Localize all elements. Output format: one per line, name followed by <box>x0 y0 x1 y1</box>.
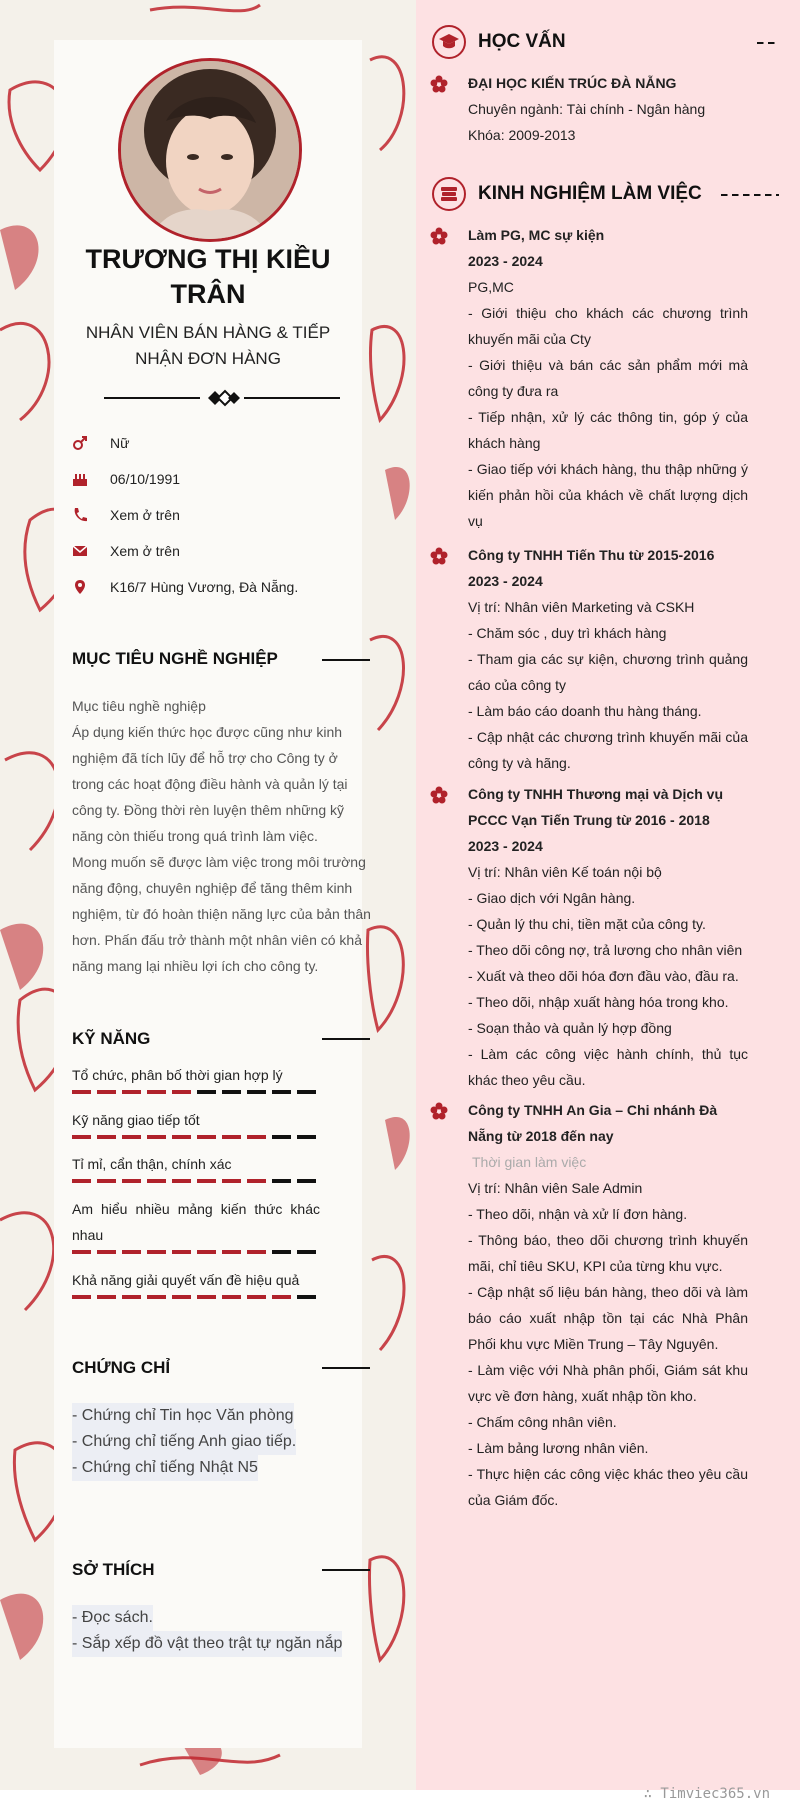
skill-segment-filled <box>172 1179 191 1183</box>
skill-segment-filled <box>222 1135 241 1139</box>
skill-segment-filled <box>147 1090 166 1094</box>
company-name: Công ty TNHH Tiến Thu từ 2015-2016 <box>468 547 715 563</box>
candidate-name: TRƯƠNG THỊ KIỀU TRÂN <box>85 244 331 309</box>
skill-segment-filled <box>147 1250 166 1254</box>
work-period: 2023 - 2024 <box>468 573 543 589</box>
skill-segment-filled <box>197 1179 216 1183</box>
skills-heading-rule <box>322 1038 370 1040</box>
skill-label: Tỉ mỉ, cẩn thận, chính xác <box>72 1156 232 1172</box>
experience-line: - Soạn thảo và quản lý hợp đồng <box>468 1020 672 1036</box>
contact-address <box>72 576 298 598</box>
experience-line: - Làm báo cáo doanh thu hàng tháng. <box>468 703 702 719</box>
experience-heading-rule <box>721 194 779 196</box>
skill-segment-filled <box>247 1295 266 1299</box>
skill-segment-filled <box>97 1179 116 1183</box>
skill-segment-filled <box>72 1179 91 1183</box>
objective-line: Mục tiêu nghề nghiệp <box>72 698 206 714</box>
skill-segment-filled <box>172 1135 191 1139</box>
certificate-item: - Chứng chỉ tiếng Anh giao tiếp. <box>72 1429 296 1455</box>
company-name: Công ty TNHH Thương mại và Dịch vụ PCCC Vạn Tiến Trung từ 2016 - 2018 <box>468 786 723 828</box>
job-title: NHÂN VIÊN BÁN HÀNG & TIẾP NHẬN ĐƠN HÀNG <box>85 323 331 368</box>
experience-entry <box>468 781 748 1093</box>
experience-line: - Làm bảng lương nhân viên. <box>468 1440 649 1456</box>
diamond-ornament-icon <box>204 389 240 407</box>
skill-segment-empty <box>272 1250 291 1254</box>
hobbies-list <box>72 1605 342 1657</box>
experience-line: - Theo dõi công nợ, trả lương cho nhân viên <box>468 942 743 958</box>
experience-entry <box>468 222 748 534</box>
hobby-item: - Sắp xếp đồ vật theo trật tự ngăn nắp <box>72 1631 342 1657</box>
phone-icon <box>72 507 88 523</box>
objective-text <box>72 693 372 979</box>
skills-heading: KỸ NĂNG <box>72 1029 151 1048</box>
email-value: Xem ở trên <box>110 543 180 559</box>
skill-segment-filled <box>72 1250 91 1254</box>
skill-segment-filled <box>222 1179 241 1183</box>
skill-segment-filled <box>197 1135 216 1139</box>
work-period: 2023 - 2024 <box>468 838 543 854</box>
divider-line-left <box>104 397 200 399</box>
work-period: Thời gian làm việc <box>472 1154 587 1170</box>
skill-label: Khả năng giải quyết vấn đề hiệu quả <box>72 1272 300 1288</box>
flower-bullet-icon <box>430 75 448 93</box>
skill-segment-filled <box>147 1135 166 1139</box>
skill-segment-filled <box>122 1090 141 1094</box>
school-name: ĐẠI HỌC KIẾN TRÚC ĐÀ NẴNG <box>468 75 677 91</box>
skill-segment-filled <box>97 1295 116 1299</box>
phone-value: Xem ở trên <box>110 507 180 523</box>
objective-line: Áp dụng kiến thức học được cũng như kinh nghiệm đã tích lũy để hỗ trợ cho Công ty ở trong các hoạt động điều hành và quản lý tại công ty. Đồng thời rèn luyện thêm những kỹ năng còn thiếu trong quá trình làm việc. <box>72 724 348 844</box>
work-period: 2023 - 2024 <box>468 253 543 269</box>
experience-heading-text: KINH NGHIỆM LÀM VIỆC <box>478 183 702 204</box>
name-divider <box>104 389 340 407</box>
skill-segment-filled <box>247 1135 266 1139</box>
skill-segment-filled <box>72 1090 91 1094</box>
experience-line: - Tiếp nhận, xử lý các thông tin, góp ý của khách hàng <box>468 409 748 451</box>
gender-icon <box>72 435 88 451</box>
skill-segment-empty <box>297 1250 316 1254</box>
skill-segment-filled <box>222 1250 241 1254</box>
skill-segment-filled <box>272 1295 291 1299</box>
skill-item <box>72 1196 320 1254</box>
skill-segment-filled <box>172 1090 191 1094</box>
skill-segment-filled <box>97 1250 116 1254</box>
experience-line: PG,MC <box>468 279 514 295</box>
skill-level-bar <box>72 1135 320 1139</box>
skill-segment-empty <box>272 1179 291 1183</box>
watermark: ∴ Timviec365.vn <box>643 1786 770 1802</box>
skill-segment-filled <box>97 1135 116 1139</box>
skill-label: Am hiểu nhiều mảng kiến thức khác nhau <box>72 1201 320 1243</box>
skill-item <box>72 1107 320 1139</box>
education-term: Khóa: 2009-2013 <box>468 127 576 143</box>
skill-segment-empty <box>272 1090 291 1094</box>
skill-segment-filled <box>72 1295 91 1299</box>
skill-segment-filled <box>147 1179 166 1183</box>
skill-segment-empty <box>272 1135 291 1139</box>
skill-segment-filled <box>197 1250 216 1254</box>
address-value: K16/7 Hùng Vương, Đà Nẵng. <box>110 579 299 595</box>
contact-gender <box>72 432 129 454</box>
skill-segment-empty <box>297 1135 316 1139</box>
contact-phone <box>72 504 180 526</box>
experience-line: - Làm các công việc hành chính, thủ tục khác theo yêu cầu. <box>468 1046 748 1088</box>
skill-level-bar <box>72 1295 320 1299</box>
skill-label: Kỹ năng giao tiếp tốt <box>72 1112 200 1128</box>
certificate-item: - Chứng chỉ Tin học Văn phòng <box>72 1403 294 1429</box>
experience-line: - Theo dõi, nhập xuất hàng hóa trong kho. <box>468 994 729 1010</box>
skill-segment-filled <box>197 1295 216 1299</box>
hobbies-heading-rule <box>322 1569 370 1571</box>
experience-line: - Chăm sóc , duy trì khách hàng <box>468 625 667 641</box>
skill-level-bar <box>72 1250 320 1254</box>
divider-line-right <box>244 397 340 399</box>
skill-segment-filled <box>122 1179 141 1183</box>
flower-bullet-icon <box>430 1102 448 1120</box>
portrait-photo <box>121 61 299 239</box>
experience-line: - Theo dõi, nhận và xử lí đơn hàng. <box>468 1206 688 1222</box>
education-entry <box>468 70 748 148</box>
objective-line: Mong muốn sẽ được làm việc trong môi trường năng động, chuyên nghiệp để tăng thêm kinh nghiệm, từ đó hoàn thiện năng lực của bản thân hơn. Phấn đấu trở thành một nhân viên có khả năng mang lại nhiều lợi ích cho công ty. <box>72 854 371 974</box>
experience-heading <box>432 176 702 212</box>
flower-bullet-icon <box>430 786 448 804</box>
map-marker-icon <box>72 579 88 595</box>
book-stack-icon <box>432 177 466 211</box>
skill-segment-empty <box>297 1090 316 1094</box>
contact-birthday <box>72 468 180 490</box>
skill-segment-filled <box>72 1135 91 1139</box>
experience-line: Vị trí: Nhân viên Marketing và CSKH <box>468 599 695 615</box>
birthday-value: 06/10/1991 <box>110 471 181 487</box>
skill-segment-filled <box>247 1179 266 1183</box>
company-name: Công ty TNHH An Gia – Chi nhánh Đà Nẵng từ 2018 đến nay <box>468 1102 718 1144</box>
skill-segment-filled <box>147 1295 166 1299</box>
education-heading-rule <box>757 42 779 44</box>
certificates-heading: CHỨNG CHỈ <box>72 1358 171 1377</box>
experience-entry <box>468 542 748 776</box>
skill-segment-empty <box>247 1090 266 1094</box>
objective-heading: MỤC TIÊU NGHỀ NGHIỆP <box>72 649 278 668</box>
envelope-icon <box>72 543 88 559</box>
flower-bullet-icon <box>430 227 448 245</box>
certificates-heading-rule <box>322 1367 370 1369</box>
flower-bullet-icon <box>430 547 448 565</box>
experience-line: Vị trí: Nhân viên Sale Admin <box>468 1180 643 1196</box>
skill-segment-filled <box>122 1135 141 1139</box>
skill-segment-filled <box>97 1090 116 1094</box>
education-major: Chuyên ngành: Tài chính - Ngân hàng <box>468 101 706 117</box>
watermark-text: Timviec365.vn <box>660 1786 770 1802</box>
hobbies-heading: SỞ THÍCH <box>72 1560 155 1579</box>
skill-level-bar <box>72 1179 320 1183</box>
skill-segment-filled <box>247 1250 266 1254</box>
skill-level-bar <box>72 1090 320 1094</box>
company-name: Làm PG, MC sự kiện <box>468 227 605 243</box>
gender-value: Nữ <box>110 435 130 451</box>
experience-line: - Thông báo, theo dõi chương trình khuyến mãi, chỉ tiêu SKU, KPI của từng khu vực. <box>468 1232 748 1274</box>
education-heading <box>432 24 566 60</box>
experience-line: - Quản lý thu chi, tiền mặt của công ty. <box>468 916 706 932</box>
experience-line: - Giao tiếp với khách hàng, thu thập những ý kiến phản hồi của khách về chất lượng dịch vụ <box>468 461 748 529</box>
experience-line: - Giới thiệu cho khách các chương trình khuyến mãi của Cty <box>468 305 748 347</box>
experience-entry <box>468 1097 748 1513</box>
hobby-item: - Đọc sách. <box>72 1605 153 1631</box>
skill-item <box>72 1151 320 1183</box>
experience-line: - Xuất và theo dõi hóa đơn đầu vào, đầu ra. <box>468 968 739 984</box>
experience-line: - Cập nhật số liệu bán hàng, theo dõi và làm báo cáo xuất nhập tồn tại các Nhà Phân Phối khu vực Miền Trung – Tây Nguyên. <box>468 1284 748 1352</box>
objective-heading-rule <box>322 659 370 661</box>
experience-line: - Cập nhật các chương trình khuyến mãi của công ty và hãng. <box>468 729 748 771</box>
experience-line: - Chấm công nhân viên. <box>468 1414 617 1430</box>
skill-segment-filled <box>122 1295 141 1299</box>
skill-item <box>72 1267 320 1299</box>
avatar <box>118 58 302 242</box>
certificate-item: - Chứng chỉ tiếng Nhật N5 <box>72 1455 258 1481</box>
skill-item <box>72 1062 320 1094</box>
skill-segment-filled <box>172 1250 191 1254</box>
graduation-cap-icon <box>432 25 466 59</box>
skill-segment-empty <box>222 1090 241 1094</box>
skill-segment-empty <box>297 1179 316 1183</box>
contact-email <box>72 540 180 562</box>
experience-line: - Tham gia các sự kiện, chương trình quảng cáo của công ty <box>468 651 748 693</box>
skill-label: Tổ chức, phân bố thời gian hợp lý <box>72 1067 283 1083</box>
skill-segment-empty <box>297 1295 316 1299</box>
skill-segment-filled <box>172 1295 191 1299</box>
skill-segment-empty <box>197 1090 216 1094</box>
education-heading-text: HỌC VẤN <box>478 31 566 52</box>
birthday-cake-icon <box>72 471 88 487</box>
experience-line: - Làm việc với Nhà phân phối, Giám sát khu vực về đơn hàng, xuất nhập tồn kho. <box>468 1362 748 1404</box>
experience-line: - Giao dịch với Ngân hàng. <box>468 890 636 906</box>
experience-line: Vị trí: Nhân viên Kế toán nội bộ <box>468 864 662 880</box>
experience-line: - Thực hiện các công việc khác theo yêu cầu của Giám đốc. <box>468 1466 748 1508</box>
certificates-list <box>72 1403 296 1481</box>
experience-line: - Giới thiệu và bán các sản phẩm mới mà công ty đưa ra <box>468 357 748 399</box>
skill-segment-filled <box>222 1295 241 1299</box>
skill-segment-filled <box>122 1250 141 1254</box>
